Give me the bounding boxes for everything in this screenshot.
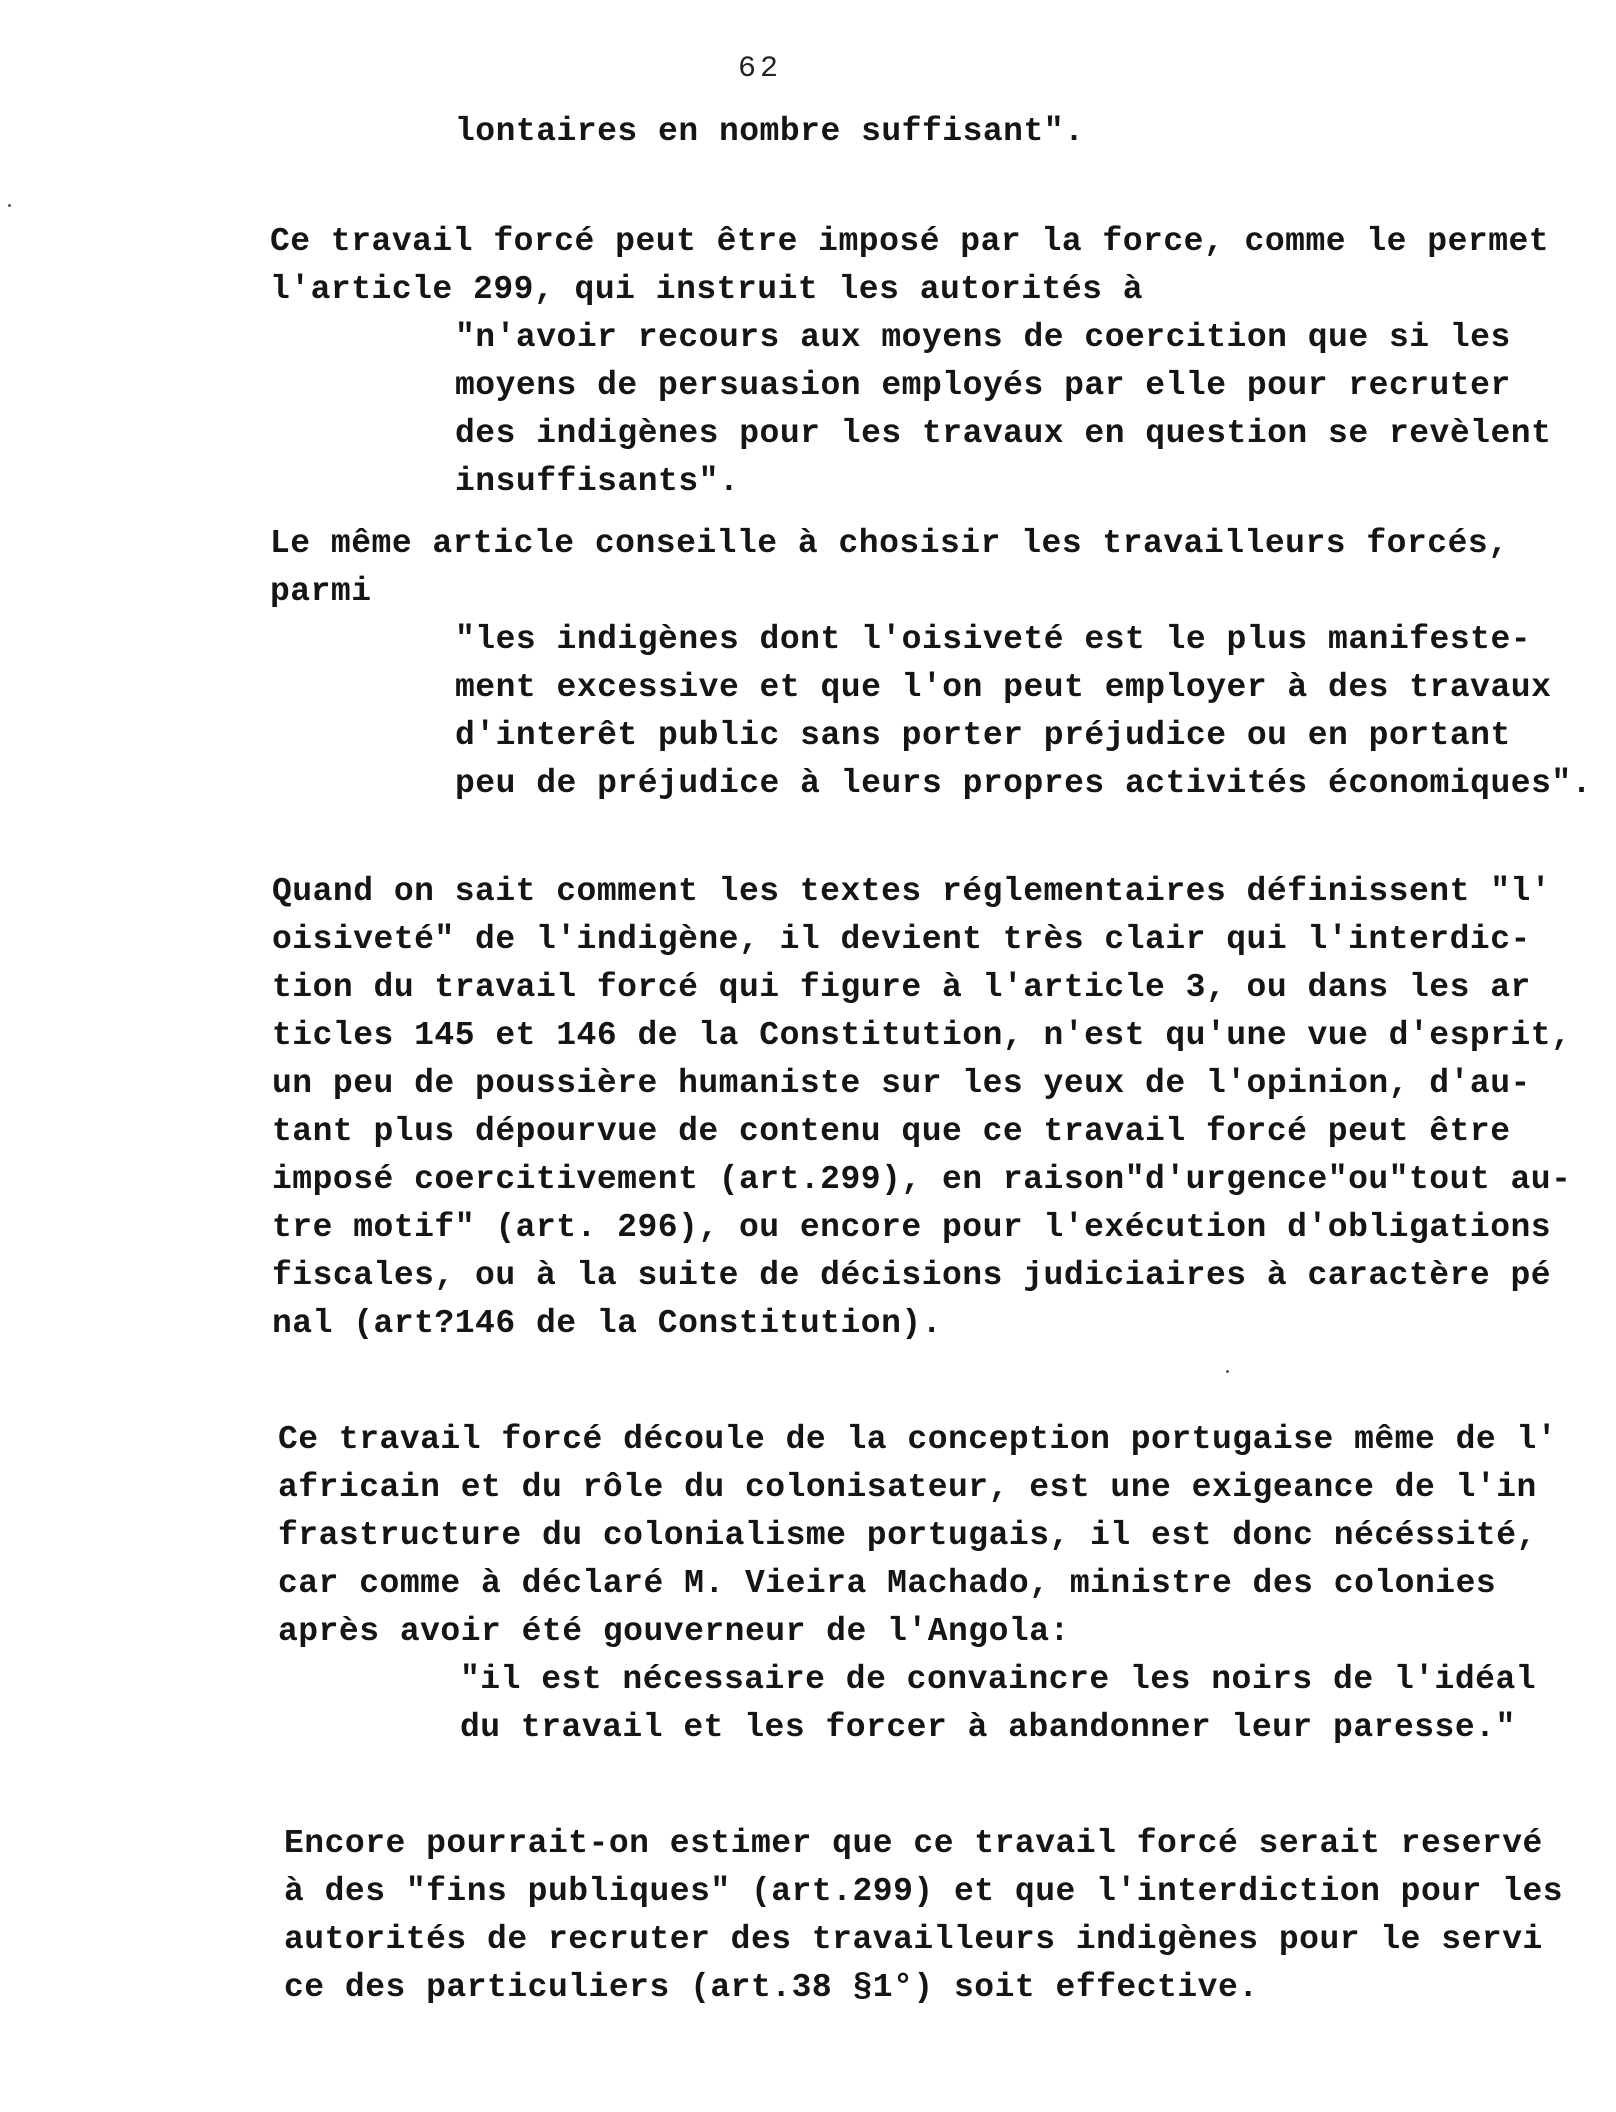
text-line: parmi [270,573,372,610]
text-line: après avoir été gouverneur de l'Angola: [278,1613,1070,1650]
text-line: nal (art?146 de la Constitution). [272,1305,943,1342]
text-line: frastructure du colonialisme portugais, il est donc nécéssité, [278,1517,1537,1554]
quote-line: ment excessive et que l'on peut employer à des travaux [455,669,1552,706]
text-line: ticles 145 et 146 de la Constitution, n'est qu'une vue d'esprit, [272,1017,1572,1054]
quote-line: "les indigènes dont l'oisiveté est le plus manifeste- [455,621,1532,658]
text-line: tion du travail forcé qui figure à l'article 3, ou dans les ar [272,969,1531,1006]
quote-line: "n'avoir recours aux moyens de coercition que si les [455,319,1511,356]
text-line: tant plus dépourvue de contenu que ce travail forcé peut être [272,1113,1511,1150]
text-line: autorités de recruter des travailleurs indigènes pour le servi [284,1921,1543,1958]
scan-speck [1226,1370,1229,1373]
text-line: imposé coercitivement (art.299), en raison"d'urgence"ou"tout au- [272,1161,1572,1198]
scan-speck [8,204,11,207]
text-line: Ce travail forcé peut être imposé par la force, comme le permet [270,223,1550,260]
text-line: fiscales, ou à la suite de décisions judiciaires à caractère pé [272,1257,1552,1294]
text-line: car comme à déclaré M. Vieira Machado, ministre des colonies [278,1565,1497,1602]
text-line: l'article 299, qui instruit les autorités à [270,271,1144,308]
quote-line: du travail et les forcer à abandonner leur paresse." [460,1709,1516,1746]
text-line: africain et du rôle du colonisateur, est une exigeance de l'in [278,1469,1537,1506]
text-line: lontaires en nombre suffisant". [455,113,1085,150]
text-line: à des "fins publiques" (art.299) et que l'interdiction pour les [284,1873,1564,1910]
text-line: Le même article conseille à chosisir les travailleurs forcés, [270,525,1509,562]
quote-line: insuffisants". [455,463,740,500]
quote-line: d'interêt public sans porter préjudice ou en portant [455,717,1511,754]
text-line: un peu de poussière humaniste sur les yeux de l'opinion, d'au- [272,1065,1531,1102]
text-line: Encore pourrait-on estimer que ce travail forcé serait reservé [284,1825,1543,1862]
text-line: oisiveté" de l'indigène, il devient très clair qui l'interdic- [272,921,1531,958]
quote-line: des indigènes pour les travaux en question se revèlent [455,415,1552,452]
quote-line: moyens de persuasion employés par elle pour recruter [455,367,1511,404]
quote-line: "il est nécessaire de convaincre les noirs de l'idéal [460,1661,1537,1698]
text-line: Quand on sait comment les textes réglementaires définissent "l' [272,873,1552,910]
text-line: tre motif" (art. 296), ou encore pour l'exécution d'obligations [272,1209,1552,1246]
text-line: ce des particuliers (art.38 §1°) soit effective. [284,1969,1259,2006]
page-number: 62 [738,52,783,86]
quote-line: peu de préjudice à leurs propres activités économiques". [455,765,1592,802]
text-line: Ce travail forcé découle de la conception portugaise même de l' [278,1421,1558,1458]
